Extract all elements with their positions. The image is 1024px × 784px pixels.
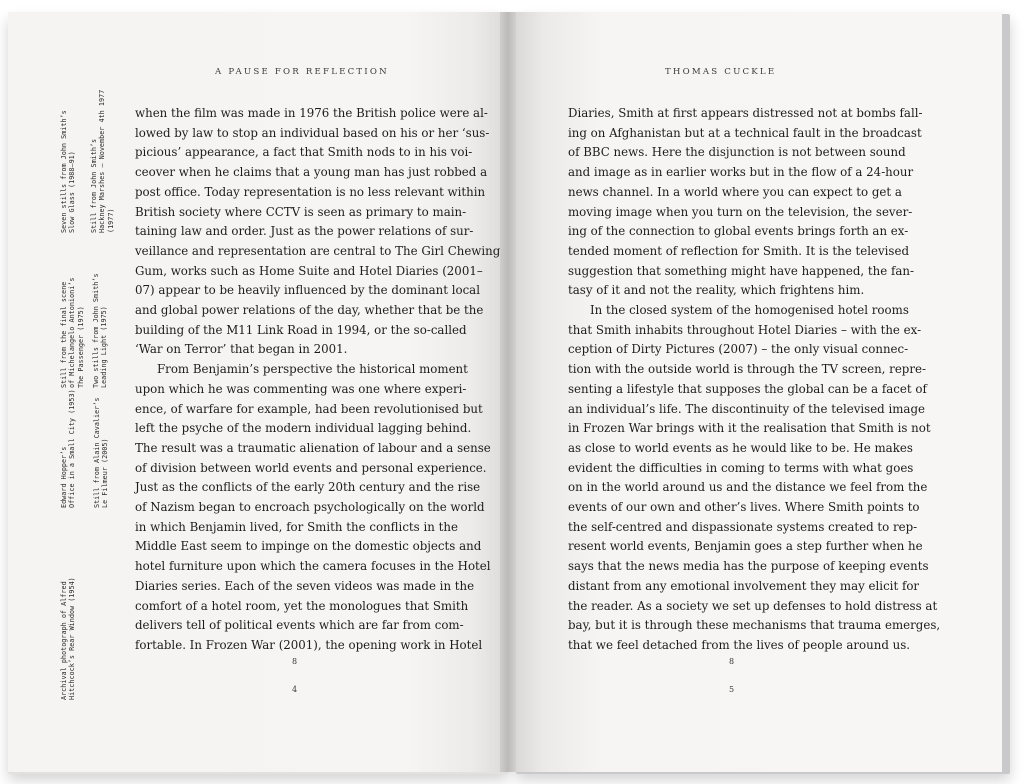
text-line: distant from any emotional involvement they may elicit for <box>568 578 920 593</box>
text-line: fortable. In Frozen War (2001), the opening work in Hotel <box>135 637 483 652</box>
text-line: bay, but it is through these mechanisms that trauma emerges, <box>568 618 941 633</box>
right-page-number: 5 <box>729 685 735 694</box>
text-line: post office. Today representation is no less relevant within <box>135 184 486 199</box>
caption-line: Still from John Smith’s <box>90 138 98 233</box>
caption-line: The Passenger (1975) <box>76 306 85 388</box>
text-line: The result was a traumatic alienation of labour and a sense <box>135 440 491 455</box>
text-line: Middle East seem to impinge on the domestic objects and <box>135 539 482 554</box>
paragraph <box>568 104 923 301</box>
image-caption <box>60 110 77 233</box>
text-line: and global power relations of the day, whether that be the <box>135 303 484 318</box>
text-line: ing on Afghanistan but at a technical fault in the broadcast <box>568 125 922 140</box>
caption-line: Office in a Small City (1953) <box>68 389 77 508</box>
paragraph <box>135 104 501 360</box>
text-line: evident the difficulties in coming to terms with what goes <box>568 460 914 475</box>
text-line: of division between world events and personal experience. <box>135 460 487 475</box>
text-line: veillance and representation are central to The Girl Chewing <box>135 243 501 258</box>
paragraph <box>568 301 941 656</box>
text-line: In the closed system of the homogenised hotel rooms <box>590 303 909 318</box>
paragraph <box>135 360 491 656</box>
text-line: upon which he was commenting was one where experi- <box>135 381 467 396</box>
text-line: of Nazism began to encroach psychologically on the world <box>135 500 485 515</box>
text-line: when the film was made in 1976 the British police were al- <box>135 106 488 120</box>
text-line: ence, of warfare for example, had been revolutionised but <box>135 401 483 416</box>
text-line: that we feel detached from the lives of people around us. <box>568 637 911 652</box>
text-line: ing of the connection to global events brings forth an ex- <box>568 224 909 239</box>
text-line: From Benjamin’s perspective the historical moment <box>157 362 468 377</box>
text-line: comfort of a hotel room, yet the monologues that Smith <box>135 598 469 613</box>
caption-line: (1977) <box>106 208 115 233</box>
text-line: delivers tell of political events which are far from com- <box>135 618 464 633</box>
book-gutter <box>500 12 516 772</box>
image-caption <box>93 398 110 509</box>
text-line: an individual’s life. The discontinuity of the televised image <box>568 401 925 416</box>
text-line: ‘War on Terror’ that began in 2001. <box>135 342 348 357</box>
caption-line: Hitchcock’s Rear Window (1954) <box>68 577 77 700</box>
text-line: resent world events, Benjamin goes a step further when he <box>568 539 923 554</box>
caption-line: Leading Light (1975) <box>100 306 109 388</box>
text-line: tended moment of reflection for Smith. It is the televised <box>568 243 909 258</box>
text-line: of BBC news. Here the disjunction is not between sound <box>568 145 906 160</box>
text-line: events of our own and other’s lives. Where Smith points to <box>568 500 920 515</box>
caption-line: of Michelangelo Antonioni’s <box>68 277 77 388</box>
text-line: lowed by law to stop an individual based on his or her ‘sus- <box>135 125 490 140</box>
caption-line: Archival photograph of Alfred <box>60 581 68 700</box>
left-running-head: A PAUSE FOR REFLECTION <box>215 67 389 77</box>
text-line: tion with the outside world is through the TV screen, repre- <box>568 362 926 377</box>
caption-line: Seven stills from John Smith’s <box>60 110 68 233</box>
text-line: in Frozen War brings with it the realisation that Smith is not <box>568 421 931 436</box>
text-line: ception of Dirty Pictures (2007) – the only visual connec- <box>568 342 909 357</box>
text-line: British society where CCTV is seen as primary to main- <box>135 204 467 219</box>
text-line: suggestion that something might have happened, the fan- <box>568 263 914 278</box>
text-line: Gum, works such as Home Suite and Hotel Diaries (2001– <box>135 263 483 278</box>
caption-line: Edward Hopper’s <box>60 446 68 508</box>
text-line: Diaries series. Each of the seven videos was made in the <box>135 578 475 593</box>
text-line: left the psyche of the modern individual lagging behind. <box>135 421 472 436</box>
text-line: as close to world events as he would like to be. He makes <box>568 440 913 455</box>
caption-line: Two stills from John Smith’s <box>92 273 100 388</box>
image-caption <box>90 90 115 233</box>
caption-line: Still from the final scene <box>60 281 68 388</box>
caption-line: Le Filmeur (2005) <box>101 438 110 508</box>
caption-line: Slow Glass (1988–91) <box>68 151 77 233</box>
text-line: senting a lifestyle that supposes the global can be a facet of <box>568 381 927 396</box>
text-line: says that the news media has the purpose of keeping events <box>568 559 929 574</box>
caption-line: Still from Alain Cavalier’s <box>93 397 101 508</box>
text-line: Just as the conflicts of the early 20th century and the rise <box>135 480 481 495</box>
image-caption <box>60 278 85 389</box>
caption-line: Hackney Marshes – November 4th 1977 <box>98 89 107 233</box>
text-line: 07) appear to be heavily influenced by the dominant local <box>135 283 480 298</box>
text-line: hotel furniture upon which the camera focuses in the Hotel <box>135 559 491 574</box>
left-folio-top: 8 <box>292 657 298 666</box>
image-caption <box>60 577 77 700</box>
left-page-number: 4 <box>292 685 298 694</box>
text-line: that Smith inhabits throughout Hotel Diaries – with the ex- <box>568 322 922 337</box>
text-line: taining law and order. Just as the power relations of sur- <box>135 224 474 239</box>
text-line: ceover when he claims that a young man has just robbed a <box>135 165 488 180</box>
image-caption <box>92 273 109 388</box>
text-line: moving image when you turn on the television, the sever- <box>568 204 913 219</box>
left-body-text <box>135 104 501 656</box>
text-line: Diaries, Smith at first appears distressed not at bombs fall- <box>568 106 923 120</box>
text-line: picious’ appearance, a fact that Smith nods to in his voi- <box>135 145 473 160</box>
text-line: in which Benjamin lived, for Smith the conflicts in the <box>135 519 458 534</box>
right-folio-top: 8 <box>729 657 735 666</box>
text-line: the reader. As a society we set up defenses to hold distress at <box>568 598 938 613</box>
right-running-head: THOMAS CUCKLE <box>665 67 777 77</box>
right-body-text <box>568 104 941 656</box>
text-line: on in the world around us and the distance we feel from the <box>568 480 928 495</box>
text-line: building of the M11 Link Road in 1994, or the so-called <box>135 322 467 337</box>
image-caption <box>60 389 77 508</box>
text-line: the self-centred and dispassionate systems created to rep- <box>568 519 918 534</box>
text-line: tasy of it and not the reality, which frightens him. <box>568 283 865 298</box>
text-line: news channel. In a world where you can expect to get a <box>568 184 902 199</box>
text-line: and image as in earlier works but in the flow of a 24-hour <box>568 165 914 180</box>
